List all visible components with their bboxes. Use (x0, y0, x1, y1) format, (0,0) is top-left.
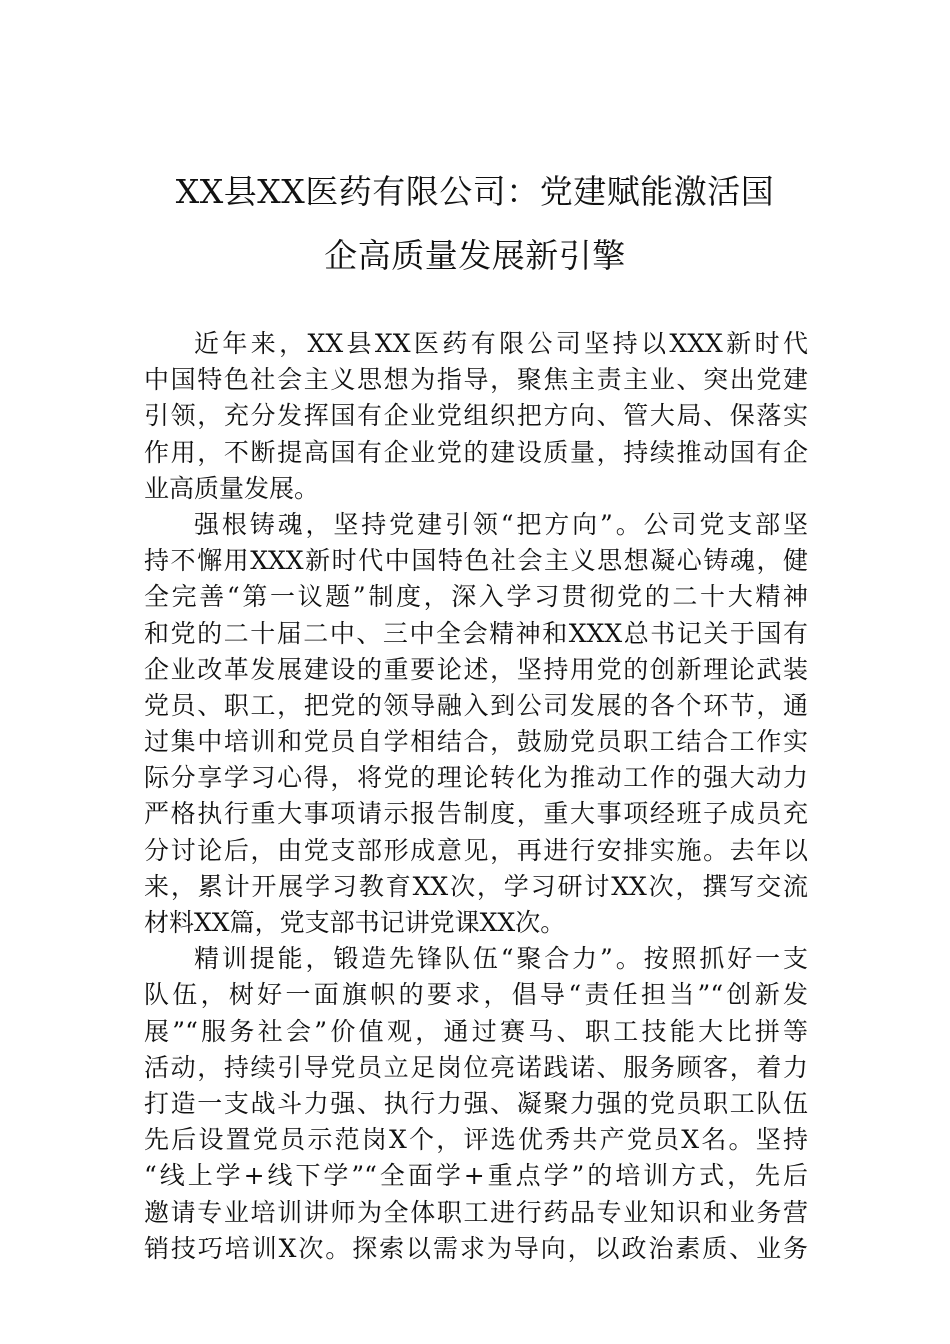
text-line: 中国特色社会主义思想为指导，聚焦主责主业、突出党建 (144, 365, 808, 395)
text-line: 业高质量发展。 (144, 473, 320, 503)
paragraph-party-building (144, 507, 808, 941)
text-line: 全完善“第一议题”制度，深入学习贯彻党的二十大精神 (144, 582, 808, 612)
text-line: 精训提能，锻造先锋队伍“聚合力”。按照抓好一支 (194, 944, 808, 974)
text-line: 材料XX篇，党支部书记讲党课XX次。 (144, 908, 566, 937)
title-line: XX县XX医药有限公司：党建赋能激活国 (175, 172, 775, 211)
text-line: 和党的二十届二中、三中全会精神和XXX总书记关于国有 (144, 618, 808, 648)
text-line: 队伍，树好一面旗帜的要求，倡导“责任担当”“创新发 (144, 980, 808, 1010)
text-line: 作用，不断提高国有企业党的建设质量，持续推动国有企 (144, 437, 808, 467)
text-line: 过集中培训和党员自学相结合，鼓励党员职工结合工作实 (144, 727, 808, 757)
paragraph-intro (144, 326, 808, 507)
text-line: 党员、职工，把党的领导融入到公司发展的各个环节，通 (144, 690, 808, 720)
text-line: 展”“服务社会”价值观，通过赛马、职工技能大比拼等 (144, 1016, 808, 1046)
text-line: 际分享学习心得，将党的理论转化为推动工作的强大动力 (144, 763, 808, 793)
text-line: 来，累计开展学习教育XX次，学习研讨XX次，撰写交流 (144, 871, 808, 901)
text-line: 严格执行重大事项请示报告制度，重大事项经班子成员充 (144, 799, 808, 829)
text-line: 销技巧培训X次。探索以需求为导向，以政治素质、业务 (144, 1233, 808, 1263)
title-line: 企高质量发展新引擎 (324, 236, 626, 275)
paragraph-team-training (144, 941, 808, 1267)
text-line: 近年来，XX县XX医药有限公司坚持以XXX新时代 (194, 329, 808, 358)
text-line: 先后设置党员示范岗X个，评选优秀共产党员X名。坚持 (144, 1125, 808, 1155)
text-line: “线上学+线下学”“全面学+重点学”的培训方式，先后 (144, 1161, 808, 1191)
text-line: 邀请专业培训讲师为全体职工进行药品专业知识和业务营 (144, 1197, 808, 1227)
text-line: 持不懈用XXX新时代中国特色社会主义思想凝心铸魂，健 (144, 546, 808, 576)
text-line: 分讨论后，由党支部形成意见，再进行安排实施。去年以 (144, 835, 808, 865)
text-line: 打造一支战斗力强、执行力强、凝聚力强的党员职工队伍 (144, 1088, 808, 1118)
document-body (144, 326, 808, 1267)
text-line: 强根铸魂，坚持党建引领“把方向”。公司党支部坚 (194, 509, 808, 539)
text-line: 活动，持续引导党员立足岗位亮诺践诺、服务顾客，着力 (144, 1052, 808, 1082)
text-line: 引领，充分发挥国有企业党组织把方向、管大局、保落实 (144, 401, 808, 431)
text-line: 企业改革发展建设的重要论述，坚持用党的创新理论武装 (144, 654, 808, 684)
page-title (140, 160, 810, 288)
